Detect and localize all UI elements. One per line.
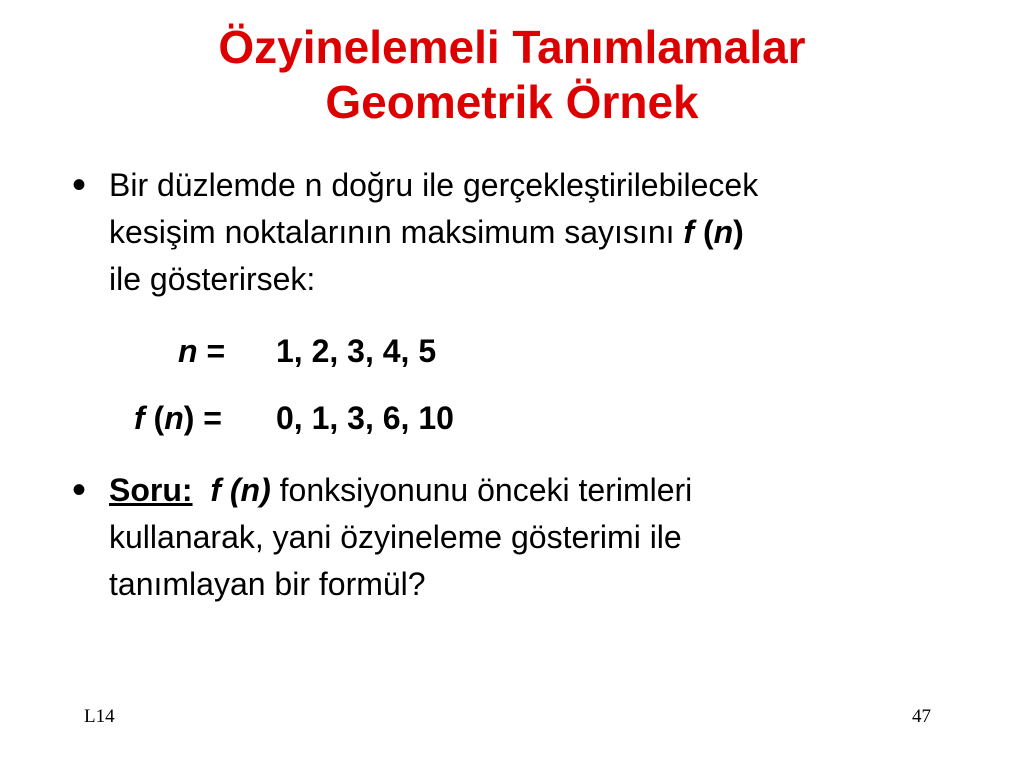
- function-f: f: [683, 214, 695, 250]
- open-paren: (: [694, 214, 714, 250]
- bullet-1-line-2: [109, 209, 969, 256]
- bullet-1-line-2-text: kesişim noktalarının maksimum sayısını: [109, 214, 684, 250]
- bullet-2-text: [109, 467, 969, 608]
- n-label-var: n: [178, 333, 198, 369]
- bullet-1-line-1: Bir düzlemde n doğru ile gerçekleştirilebilecek: [109, 167, 759, 203]
- n-row-label: [178, 331, 225, 371]
- title-line-1: Özyinelemeli Tanımlamalar: [218, 21, 806, 73]
- function-fn: f (n): [210, 472, 271, 508]
- slide-title: [0, 20, 1024, 130]
- bullet-2-line-1-rest: fonksiyonunu önceki terimleri: [270, 472, 693, 508]
- n-label-eq: =: [197, 333, 226, 369]
- bullet-2-line-2: kullanarak, yani özyineleme gösterimi ile: [109, 519, 682, 555]
- f-label-n: n: [164, 400, 184, 436]
- title-line-2: Geometrik Örnek: [325, 76, 699, 128]
- page-number: 47: [912, 706, 931, 727]
- bullet-2-line-3: tanımlayan bir formül?: [109, 566, 426, 602]
- bullet-marker: •: [72, 468, 87, 512]
- bullet-1-text: [109, 162, 969, 303]
- footer-left-label: L14: [84, 706, 115, 727]
- f-label-close: ) =: [183, 400, 222, 436]
- soru-label: Soru:: [109, 472, 193, 508]
- variable-n: n: [713, 214, 734, 250]
- f-label-f: f: [134, 400, 145, 436]
- f-label-open: (: [144, 400, 165, 436]
- bullet-2-line-1: [109, 467, 969, 514]
- close-paren: ): [733, 214, 744, 250]
- f-row-label: [134, 398, 222, 438]
- bullet-1-line-3: ile gösterirsek:: [109, 261, 316, 297]
- f-row-values: 0, 1, 3, 6, 10: [276, 400, 454, 436]
- n-row-values: 1, 2, 3, 4, 5: [276, 333, 437, 369]
- bullet-marker: •: [72, 163, 87, 207]
